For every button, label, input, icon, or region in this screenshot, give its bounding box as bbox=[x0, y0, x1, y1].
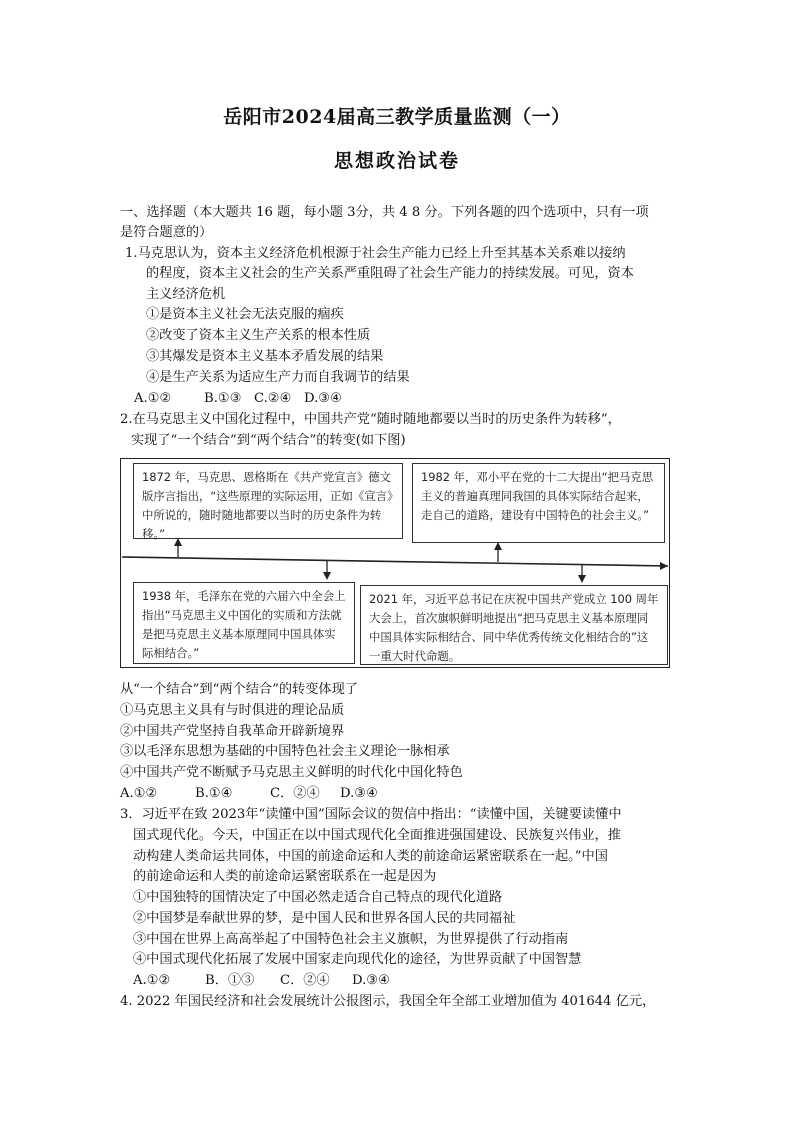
event-box-2021: 2021 年，习近平总书记在庆祝中国共产党成立 100 周年大会上，首次旗帜鲜明地提出“把马克思主义基本原理同中国具体实际相结合、同中华优秀传统文化相结合的”这一重大时代命题。 bbox=[360, 585, 668, 665]
q2-option-b: B.①④ bbox=[195, 786, 233, 801]
q2-statement-3: ③以毛泽东思想为基础的中国特色社会主义理论一脉相承 bbox=[120, 744, 450, 759]
q2-stem-line1: 2.在马克思主义中国化过程中，中国共产党“随时随地都要以当时的历史条件为转移”， bbox=[120, 412, 621, 427]
q1-option-c: C.②④ bbox=[254, 391, 292, 406]
event-box-1938: 1938 年，毛泽东在党的六届六中全会上指出“马克思主义中国化的实质和方法就是把马克思主义基本原理同中国具体实际相结合。” bbox=[133, 582, 355, 664]
q2-statement-4: ④中国共产党不断赋予马克思主义鲜明的时代化中国化特色 bbox=[120, 765, 463, 780]
event-box-1982: 1982 年，邓小平在党的十二大提出“把马克思主义的普遍真理同我国的具体实际结合起来，走自己的道路，建设有中国特色的社会主义。” bbox=[412, 463, 665, 543]
q2-stem-line2: 实现了“一个结合”到“两个结合”的转变(如下图) bbox=[131, 433, 406, 448]
q3-option-b: B．①③ bbox=[205, 973, 255, 988]
q1-stem-line2: 的程度，资本主义社会的生产关系严重阻碍了社会生产能力的持续发展。可见，资本 bbox=[146, 266, 634, 281]
q1-statement-3: ③其爆发是资本主义基本矛盾发展的结果 bbox=[146, 349, 384, 364]
q3-option-d: D.③④ bbox=[352, 973, 390, 988]
q1-statement-1: ①是资本主义社会无法克服的痼疾 bbox=[146, 307, 344, 322]
event-box-1872: 1872 年，马克思、恩格斯在《共产党宣言》德文版序言指出，“这些原理的实际运用，正如《宣言》中所说的，随时随地都要以当时的历史条件为转移。” bbox=[133, 463, 403, 539]
arrow-1982-head bbox=[494, 542, 502, 550]
q3-stem-line4: 的前途命运和人类的前途命运紧密联系在一起是因为 bbox=[133, 869, 437, 884]
q1-stem-line1: 1.马克思认为，资本主义经济危机根源于社会生产能力已经上升至其基本关系难以接纳 bbox=[125, 246, 626, 261]
q1-stem-line3: 主义经济危机 bbox=[146, 287, 226, 302]
q2-options bbox=[120, 786, 378, 802]
section-instructions-line1: 一、选择题（本大题共 16 题，每小题 3分，共 4 8 分。下列各题的四个选项中，只有一项 bbox=[120, 205, 649, 220]
q3-options bbox=[133, 973, 390, 989]
q1-option-d: D.③④ bbox=[304, 391, 342, 406]
arrow-1872-head bbox=[174, 538, 182, 546]
q2-option-d: D.③④ bbox=[340, 786, 378, 801]
q2-option-c: C．②④ bbox=[270, 786, 320, 801]
section-instructions-line2: 是符合题意的） bbox=[120, 225, 213, 240]
q3-stem-line2: 国式现代化。今天，中国正在以中国式现代化全面推进强国建设、民族复兴伟业，推 bbox=[133, 828, 621, 843]
q3-option-a: A.①② bbox=[133, 973, 171, 988]
q1-option-a: A.①② bbox=[134, 391, 172, 406]
q1-statement-2: ②改变了资本主义生产关系的根本性质 bbox=[146, 328, 371, 343]
q2-lead: 从“一个结合”到“两个结合”的转变体现了 bbox=[120, 682, 358, 697]
q2-option-a: A.①② bbox=[120, 786, 158, 801]
exam-subtitle: 思想政治试卷 bbox=[333, 150, 460, 172]
q3-statement-1: ①中国独特的国情决定了中国必然走适合自己特点的现代化道路 bbox=[133, 890, 503, 905]
q3-option-c: C．②④ bbox=[280, 973, 330, 988]
q3-stem-line1: 3．习近平在致 2023年“读懂中国”国际会议的贺信中指出：“读懂中国，关键要读懂中 bbox=[120, 807, 622, 822]
q3-stem-line3: 动构建人类命运共同体，中国的前途命运和人类的前途命运紧密联系在一起。”中国 bbox=[133, 849, 608, 864]
q3-statement-4: ④中国式现代化拓展了发展中国家走向现代化的途径，为世界贡献了中国智慧 bbox=[133, 952, 582, 967]
timeline-arrowhead bbox=[660, 562, 668, 570]
arrow-2021-head bbox=[578, 575, 586, 583]
q1-option-b: B.①③ bbox=[204, 391, 242, 406]
q2-statement-1: ①马克思主义具有与时俱进的理论品质 bbox=[120, 703, 345, 718]
q3-statement-2: ②中国梦是奉献世界的梦，是中国人民和世界各国人民的共同福祉 bbox=[133, 911, 516, 926]
q2-statement-2: ②中国共产党坚持自我革命开辟新境界 bbox=[120, 724, 345, 739]
q4-stem-line1: 4. 2022 年国民经济和社会发展统计公报图示，我国全年全部工业增加值为 401644 亿元， bbox=[120, 994, 656, 1009]
q3-statement-3: ③中国在世界上高高举起了中国特色社会主义旗帜，为世界提供了行动指南 bbox=[133, 932, 569, 947]
q1-statement-4: ④是生产关系为适应生产力而自我调节的结果 bbox=[146, 370, 410, 385]
exam-title: 岳阳市2024届高三教学质量监测（一） bbox=[223, 106, 571, 128]
timeline-axis bbox=[122, 557, 668, 566]
arrow-1938-head bbox=[323, 572, 331, 580]
